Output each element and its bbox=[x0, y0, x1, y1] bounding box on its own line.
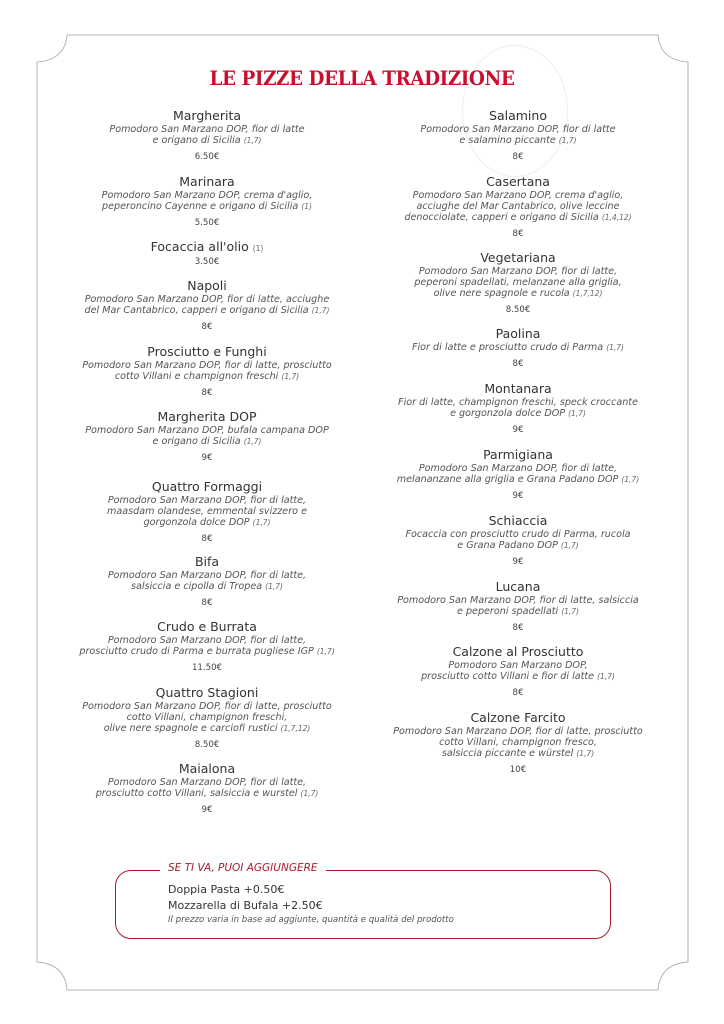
pizza-name: Maialona bbox=[178, 761, 236, 776]
allergens: (1,7) bbox=[606, 343, 624, 352]
pizza-description: Pomodoro San Marzano DOP, fior di latte, salsiccia e cipolla di Tropea (1,7) bbox=[107, 570, 307, 592]
page-title: LE PIZZE DELLA TRADIZIONE bbox=[209, 66, 515, 90]
allergens: (1,7) bbox=[243, 136, 262, 145]
pizza-price: 10€ bbox=[509, 765, 527, 775]
pizza-name: Parmigiana bbox=[483, 447, 553, 462]
pizza-price: 8.50€ bbox=[194, 740, 220, 750]
pizza-description: Pomodoro San Marzano DOP, fior di latte, prosciutto cotto Villani, salsiccia e wurstel (1,7) bbox=[95, 777, 319, 799]
allergens: (1,7) bbox=[597, 672, 615, 681]
menu-item bbox=[368, 447, 668, 502]
pizza-price: 9€ bbox=[201, 805, 213, 815]
menu-item bbox=[57, 685, 357, 751]
menu-item bbox=[368, 579, 668, 634]
pizza-price: 3.50€ bbox=[194, 257, 220, 267]
pizza-price: 9€ bbox=[512, 491, 524, 501]
pizza-description: Pomodoro San Marzano DOP, fior di latte, peperoni spadellati, melanzane alla griglia, olive nere spagnole e rucola (1,7,12) bbox=[414, 266, 622, 299]
pizza-description: Pomodoro San Marzano DOP, crema d'aglio, peperoncino Cayenne e origano di Sicilia (1) bbox=[101, 190, 313, 212]
allergens: (1,4,12) bbox=[601, 213, 632, 222]
pizza-description: Pomodoro San Marzano DOP, fior di latte, salsiccia e peperoni spadellati (1,7) bbox=[397, 595, 639, 617]
pizza-description: Pomodoro San Marzano DOP, bufala campana DOP e origano di Sicilia (1,7) bbox=[85, 425, 329, 447]
pizza-price: 5.50€ bbox=[194, 218, 220, 228]
pizza-description: Pomodoro San Marzano DOP, fior di latte, prosciutto crudo di Parma e burrata pugliese IGP (1,7) bbox=[79, 635, 335, 657]
pizza-name: Napoli bbox=[187, 278, 227, 293]
extra-item: Mozzarella di Bufala +2.50€ bbox=[168, 899, 323, 912]
menu-item bbox=[57, 278, 357, 333]
menu-item bbox=[57, 239, 357, 268]
pizza-description: Pomodoro San Marzano DOP, prosciutto cotto Villani e fior di latte (1,7) bbox=[421, 660, 615, 682]
menu-item bbox=[368, 644, 668, 699]
pizza-name: Bifa bbox=[194, 554, 220, 569]
pizza-name: Marinara bbox=[179, 174, 235, 189]
allergens: (1,7) bbox=[252, 518, 271, 527]
pizza-name: Quattro Formaggi bbox=[151, 479, 263, 494]
pizza-name: Paolina bbox=[495, 326, 541, 341]
allergens: (1,7) bbox=[576, 749, 595, 758]
pizza-price: 8€ bbox=[201, 534, 213, 544]
menu-item bbox=[57, 554, 357, 609]
pizza-name: Calzone Farcito bbox=[470, 710, 566, 725]
menu-item bbox=[368, 513, 668, 568]
pizza-name: Focaccia all'olio (1) bbox=[150, 239, 264, 254]
pizza-name: Casertana bbox=[486, 174, 550, 189]
allergens: (1,7) bbox=[281, 372, 300, 381]
pizza-name: Lucana bbox=[495, 579, 541, 594]
pizza-description: Pomodoro San Marzano DOP, fior di latte, prosciutto cotto Villani, champignon fresco, salsiccia piccante e würstel (1,7) bbox=[393, 726, 643, 759]
allergens: (1,7) bbox=[561, 607, 579, 616]
menu-item bbox=[57, 619, 357, 674]
pizza-name: Vegetariana bbox=[480, 250, 556, 265]
pizza-description: Fior di latte e prosciutto crudo di Parma (1,7) bbox=[412, 342, 624, 353]
pizza-description: Pomodoro San Marzano DOP, fior di latte, acciughe del Mar Cantabrico, capperi e origano di Sicilia (1,7) bbox=[84, 294, 330, 316]
menu-item bbox=[368, 108, 668, 163]
allergens: (1,7,12) bbox=[280, 724, 311, 733]
allergens: (1) bbox=[301, 202, 312, 211]
pizza-price: 8€ bbox=[512, 229, 524, 239]
allergens: (1) bbox=[252, 244, 264, 253]
pizza-price: 9€ bbox=[512, 425, 524, 435]
pizza-price: 8€ bbox=[512, 152, 524, 162]
allergens: (1,7) bbox=[311, 306, 330, 315]
pizza-description: Pomodoro San Marzano DOP, fior di latte e salamino piccante (1,7) bbox=[420, 124, 616, 146]
allergens: (1,7) bbox=[568, 409, 586, 418]
allergens: (1,7) bbox=[558, 136, 577, 145]
pizza-description: Pomodoro San Marzano DOP, fior di latte, prosciutto cotto Villani e champignon freschi (1,7) bbox=[82, 360, 332, 382]
pizza-name: Quattro Stagioni bbox=[155, 685, 259, 700]
allergens: (1,7) bbox=[560, 541, 579, 550]
menu-item bbox=[368, 250, 668, 316]
pizza-price: 6.50€ bbox=[194, 152, 220, 162]
allergens: (1,7) bbox=[316, 647, 335, 656]
extras-label: SE TI VA, PUOI AGGIUNGERE bbox=[160, 862, 326, 874]
menu-item bbox=[57, 344, 357, 399]
menu-item bbox=[368, 381, 668, 436]
pizza-price: 9€ bbox=[201, 453, 213, 463]
pizza-description: Pomodoro San Marzano DOP, fior di latte e origano di Sicilia (1,7) bbox=[109, 124, 305, 146]
pizza-name: Margherita DOP bbox=[157, 409, 257, 424]
menu-item bbox=[57, 479, 357, 545]
menu-item bbox=[57, 409, 357, 464]
menu-item bbox=[57, 108, 357, 163]
allergens: (1,7) bbox=[243, 437, 262, 446]
allergens: (1,7) bbox=[300, 789, 319, 798]
allergens: (1,7,12) bbox=[572, 289, 603, 298]
pizza-description: Pomodoro San Marzano DOP, fior di latte, melananzane alla griglia e Grana Padano DOP (1,7) bbox=[396, 463, 640, 485]
extras-note: Il prezzo varia in base ad aggiunte, quantità e qualità del prodotto bbox=[168, 915, 454, 925]
menu-item bbox=[368, 710, 668, 776]
pizza-price: 9€ bbox=[512, 557, 524, 567]
pizza-name: Salamino bbox=[489, 108, 547, 123]
pizza-price: 8€ bbox=[512, 623, 524, 633]
pizza-price: 8€ bbox=[201, 598, 213, 608]
pizza-description: Pomodoro San Marzano DOP, fior di latte, prosciutto cotto Villani, champignon freschi, olive nere spagnole e carciofi rustici (1,7,12) bbox=[82, 701, 332, 734]
pizza-name: Montanara bbox=[484, 381, 552, 396]
extra-item: Doppia Pasta +0.50€ bbox=[168, 883, 285, 896]
menu-item bbox=[368, 174, 668, 240]
pizza-price: 8.50€ bbox=[505, 305, 531, 315]
pizza-description: Pomodoro San Marzano DOP, fior di latte, maasdam olandese, emmental svizzero e gorgonzola dolce DOP (1,7) bbox=[107, 495, 307, 528]
pizza-name: Calzone al Prosciutto bbox=[452, 644, 584, 659]
allergens: (1,7) bbox=[265, 582, 283, 591]
pizza-price: 8€ bbox=[201, 322, 213, 332]
pizza-name: Margherita bbox=[172, 108, 242, 123]
pizza-name: Prosciutto e Funghi bbox=[147, 344, 267, 359]
pizza-description: Focaccia con prosciutto crudo di Parma, rucola e Grana Padano DOP (1,7) bbox=[405, 529, 631, 551]
pizza-name: Crudo e Burrata bbox=[157, 619, 257, 634]
allergens: (1,7) bbox=[621, 475, 640, 484]
pizza-name: Schiaccia bbox=[488, 513, 548, 528]
menu-item bbox=[57, 761, 357, 816]
pizza-price: 8€ bbox=[512, 688, 524, 698]
menu-item bbox=[368, 326, 668, 370]
pizza-price: 8€ bbox=[201, 388, 213, 398]
menu-item bbox=[57, 174, 357, 229]
pizza-price: 11.50€ bbox=[191, 663, 223, 673]
pizza-description: Fior di latte, champignon freschi, speck croccante e gorgonzola dolce DOP (1,7) bbox=[398, 397, 638, 419]
pizza-description: Pomodoro San Marzano DOP, crema d'aglio, acciughe del Mar Cantabrico, olive leccine denocciolate, capperi e origano di Sicilia (1,4,12) bbox=[404, 190, 632, 223]
pizza-price: 8€ bbox=[512, 359, 524, 369]
